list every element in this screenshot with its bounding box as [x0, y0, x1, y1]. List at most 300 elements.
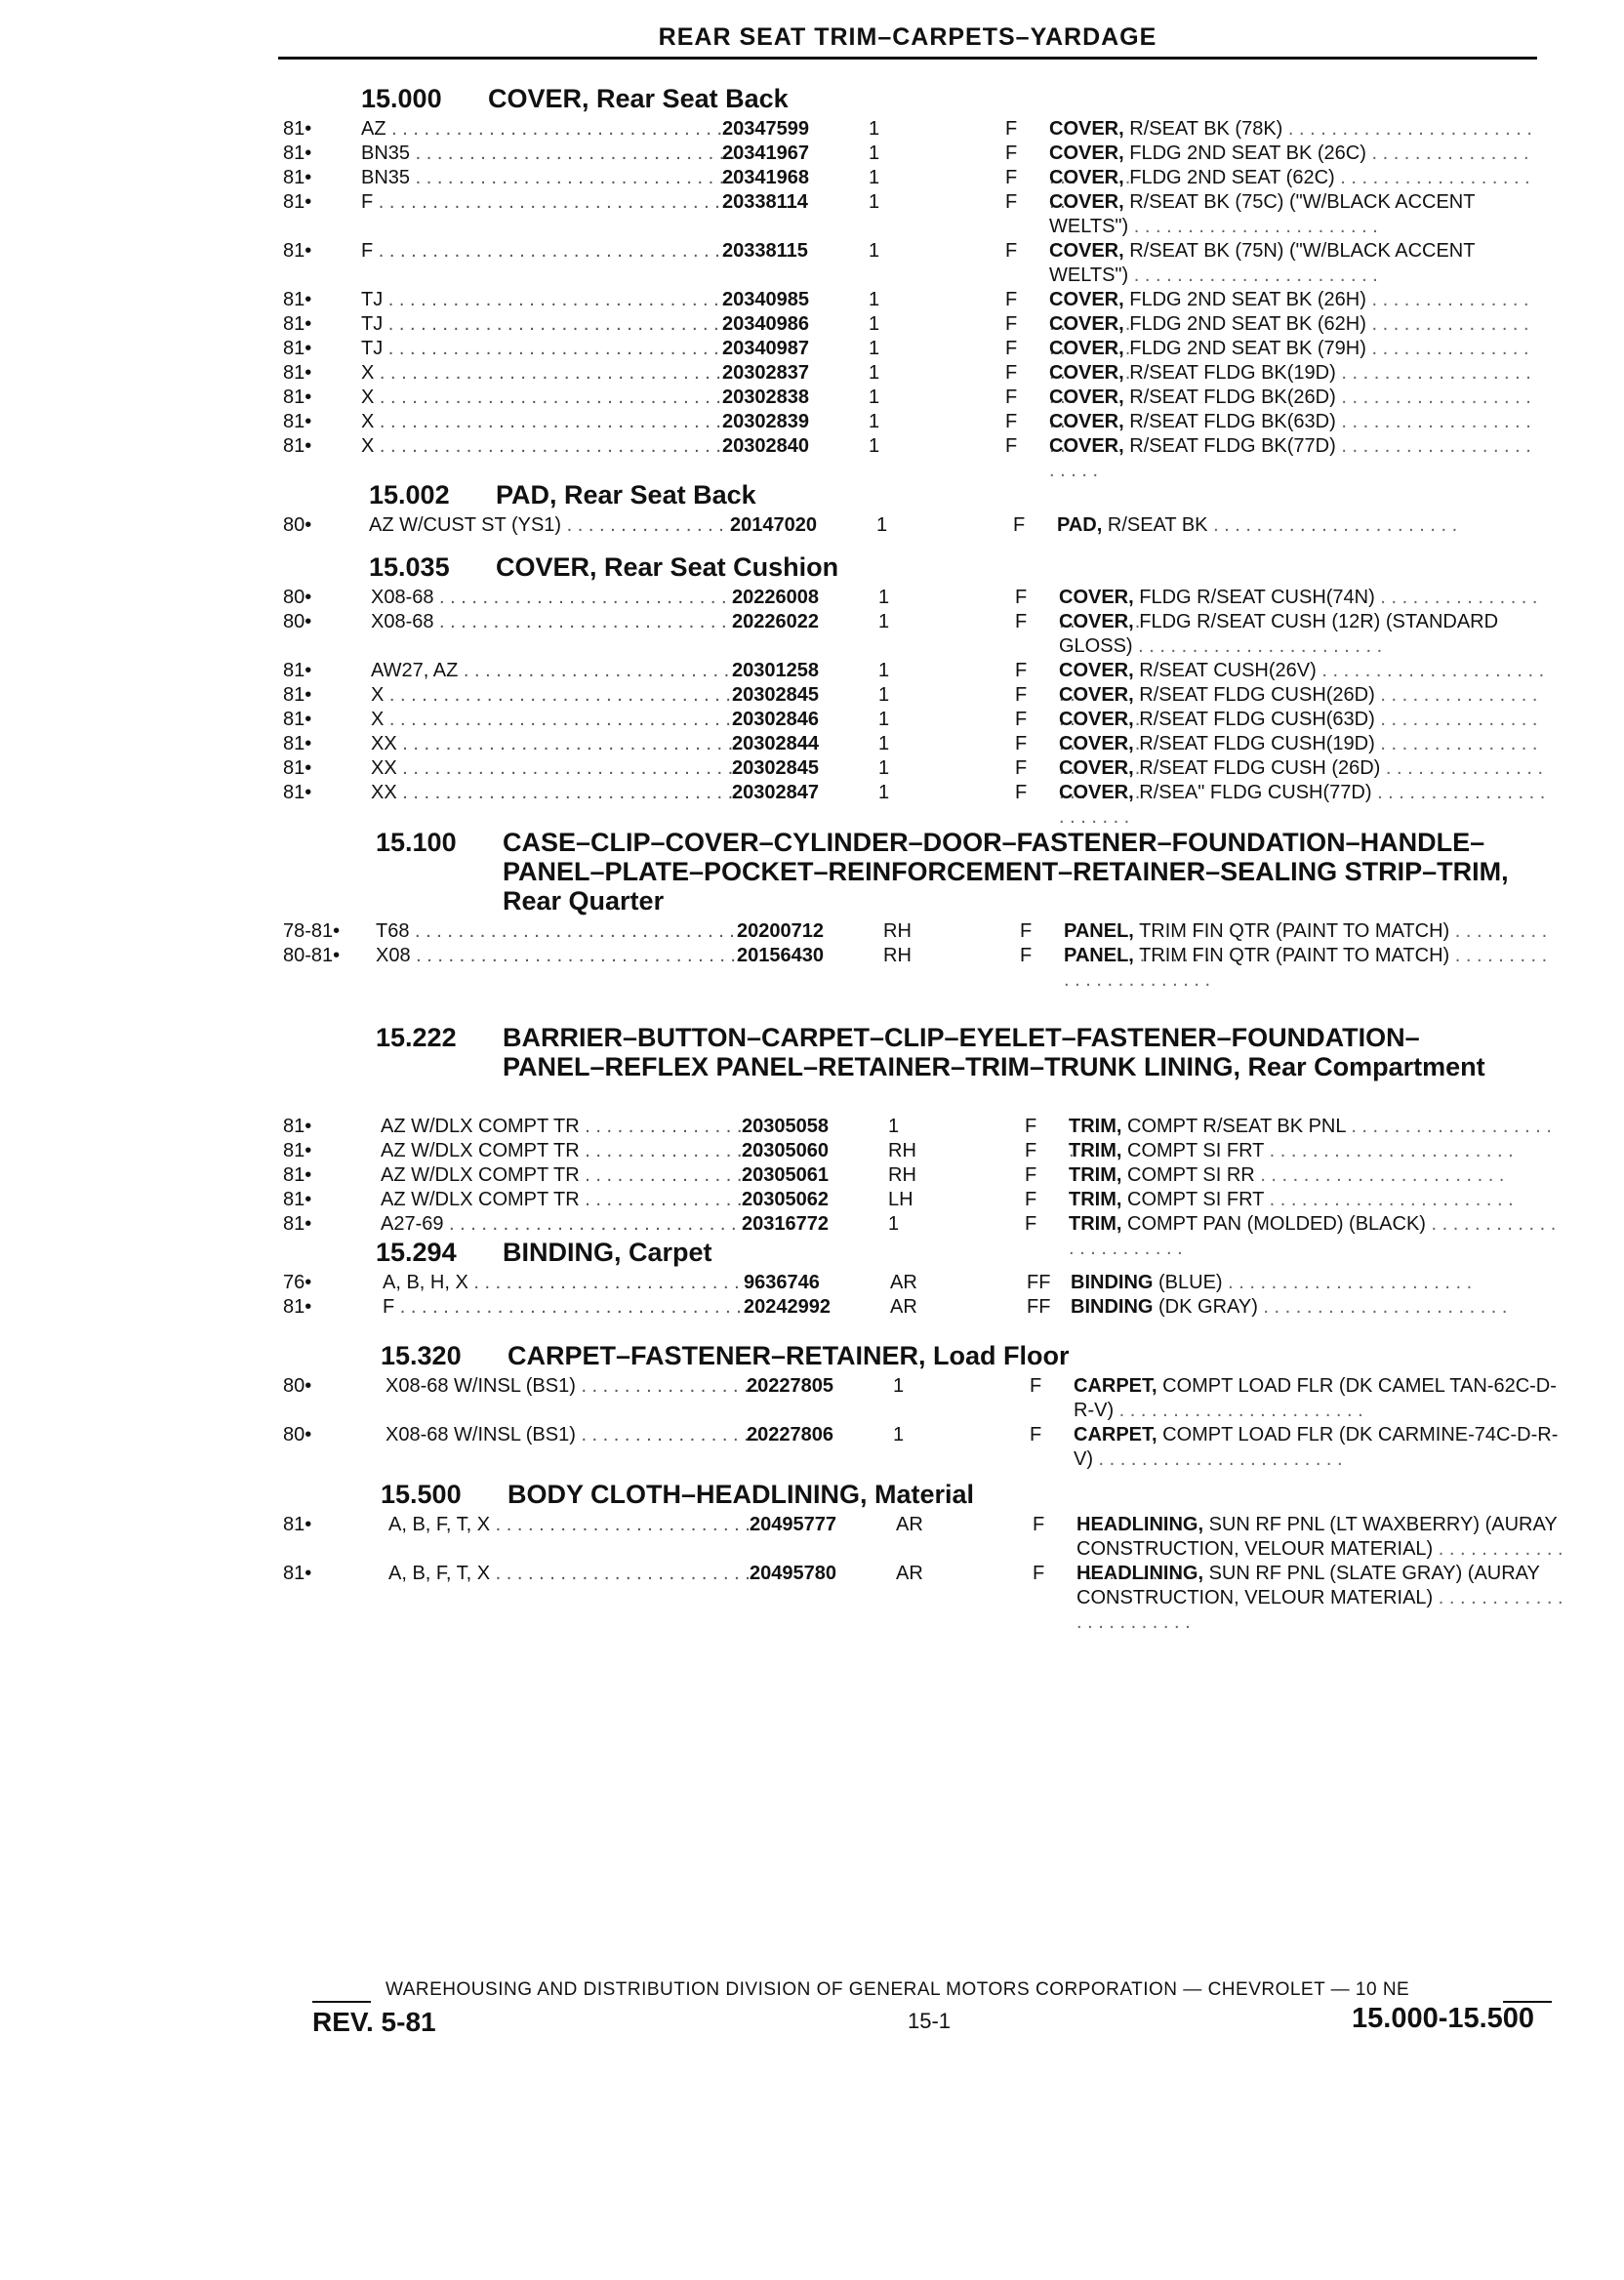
source-code: F [1015, 782, 1028, 803]
part-row [0, 683, 1624, 708]
quantity: RH [888, 1140, 916, 1161]
quantity: AR [896, 1514, 923, 1535]
part-number: 20226022 [732, 611, 819, 632]
part-description [1071, 1271, 1559, 1295]
part-row [0, 434, 1624, 459]
part-row [0, 610, 1624, 659]
model-year: 81• [283, 757, 312, 779]
part-number: 20341967 [722, 142, 809, 164]
part-detail: FLDG 2ND SEAT BK (26H) . . . [1049, 289, 1529, 335]
part-name: TRIM, [1069, 1116, 1122, 1137]
quantity: 1 [869, 411, 880, 432]
model-code: XX . . . [371, 732, 751, 756]
model-year: 81• [283, 313, 312, 335]
part-description [1049, 239, 1537, 288]
footer-range: 15.000-15.500 [1352, 2003, 1535, 2034]
source-code: F [1025, 1213, 1037, 1235]
part-detail: R/SEAT BK (78K) . . . [1129, 118, 1532, 140]
part-detail: R/SEAT FLDG CUSH(63D) . . . [1059, 709, 1537, 754]
source-code: F [1005, 167, 1018, 188]
quantity: 1 [893, 1424, 905, 1445]
part-description [1069, 1139, 1557, 1163]
source-code: F [1005, 387, 1018, 408]
part-number: 20200712 [737, 920, 824, 942]
part-row [0, 756, 1624, 781]
model-year: 81• [283, 167, 312, 188]
part-description [1076, 1562, 1564, 1635]
part-number: 20302844 [732, 733, 819, 754]
source-code: F [1005, 118, 1018, 140]
part-row [0, 1295, 1624, 1320]
quantity: 1 [878, 587, 890, 608]
quantity: 1 [869, 338, 880, 359]
model-year: 81• [283, 733, 312, 754]
part-name: TRIM, [1069, 1140, 1122, 1161]
part-number: 20302839 [722, 411, 809, 432]
model-code: T68 . . . [376, 919, 756, 944]
part-detail: FLDG R/SEAT CUSH (12R) (STANDARD GLOSS) . . . [1059, 611, 1498, 657]
part-row [0, 386, 1624, 410]
part-description [1074, 1374, 1562, 1423]
part-detail: R/SEAT FLDG BK(26D) . . . [1049, 387, 1531, 432]
part-detail: COMPT SI RR . . . [1127, 1164, 1504, 1186]
section-number: 15.320 [381, 1341, 462, 1370]
model-code: XX . . . [371, 781, 751, 805]
model-year: 81• [283, 1189, 312, 1210]
part-detail: FLDG 2ND SEAT BK (62H) . . . [1049, 313, 1529, 359]
source-code: F [1025, 1189, 1037, 1210]
section-name: CASE–CLIP–COVER–CYLINDER–DOOR–FASTENER–FOUNDATION–HANDLE–PANEL–PLATE–POCKET–REINFORCEMENT–RETAINER–SEALING STRIP–TRIM, Rear Quarter [503, 828, 1509, 916]
model-code: X08-68 . . . [371, 610, 751, 634]
model-code: AZ W/DLX COMPT TR . . . [381, 1163, 761, 1188]
source-code: F [1013, 514, 1026, 536]
part-number: 20316772 [742, 1213, 829, 1235]
part-row [0, 708, 1624, 732]
part-detail: R/SEA" FLDG CUSH(77D) . . . [1059, 782, 1545, 828]
model-code: F . . . [361, 190, 742, 215]
quantity: 1 [878, 684, 890, 706]
quantity: 1 [878, 782, 890, 803]
model-year: 80-81• [283, 945, 341, 966]
model-code: A, B, F, T, X . . . [388, 1513, 769, 1537]
section-number: 15.100 [376, 828, 457, 857]
part-number: 20340986 [722, 313, 809, 335]
part-detail: TRIM FIN QTR (PAINT TO MATCH) . . . [1064, 920, 1547, 966]
quantity: 1 [878, 733, 890, 754]
model-year: 80• [283, 1424, 312, 1445]
section-title [376, 1023, 1624, 1111]
part-name: PAD, [1057, 514, 1103, 536]
section-title [376, 828, 1624, 916]
part-description [1071, 1295, 1559, 1320]
part-name: COVER, [1049, 411, 1124, 432]
model-code: F . . . [383, 1295, 763, 1320]
part-detail: SUN RF PNL (SLATE GRAY) (AURAY CONSTRUCTION, VELOUR MATERIAL) . . . [1076, 1563, 1563, 1633]
source-code: F [1033, 1514, 1045, 1535]
quantity: RH [883, 945, 912, 966]
part-name: COVER, [1059, 709, 1134, 730]
footer-division: WAREHOUSING AND DISTRIBUTION DIVISION OF GENERAL MOTORS CORPORATION — CHEVROLET — 10 NE [386, 1979, 1410, 2000]
part-name: COVER, [1049, 338, 1124, 359]
part-row [0, 117, 1624, 142]
model-code: TJ . . . [361, 288, 742, 312]
footer-revision: REV. 5-81 [312, 2007, 436, 2037]
part-number: 20226008 [732, 587, 819, 608]
part-name: COVER, [1059, 782, 1134, 803]
section-15-294 [0, 1238, 1624, 1320]
part-row [0, 1374, 1624, 1423]
model-year: 81• [283, 118, 312, 140]
section-number: 15.002 [369, 480, 450, 509]
part-name: BINDING [1071, 1272, 1154, 1293]
footer-rule-left [312, 2001, 371, 2003]
model-year: 81• [283, 782, 312, 803]
model-year: 81• [283, 387, 312, 408]
part-row [0, 239, 1624, 288]
part-name: COVER, [1059, 757, 1134, 779]
part-row [0, 919, 1624, 944]
model-code: AZ W/DLX COMPT TR . . . [381, 1115, 761, 1139]
source-code: F [1015, 709, 1028, 730]
part-row [0, 1163, 1624, 1188]
section-title [369, 552, 1624, 582]
part-name: COVER, [1049, 387, 1124, 408]
model-year: 81• [283, 1140, 312, 1161]
part-name: TRIM, [1069, 1164, 1122, 1186]
quantity: 1 [869, 289, 880, 310]
part-detail: FLDG R/SEAT CUSH(74N) . . . [1059, 587, 1537, 632]
part-detail: R/SEAT CUSH(26V) . . . [1059, 660, 1544, 706]
model-code: X . . . [371, 683, 751, 708]
part-name: COVER, [1049, 167, 1124, 188]
source-code: F [1005, 142, 1018, 164]
model-year: 81• [283, 411, 312, 432]
model-code: X08-68 W/INSL (BS1) . . . [386, 1374, 766, 1399]
quantity: 1 [869, 142, 880, 164]
part-name: COVER, [1049, 435, 1124, 457]
section-15-222 [0, 1023, 1624, 1237]
part-description [1059, 781, 1547, 830]
part-detail: (BLUE) . . . [1158, 1272, 1472, 1293]
part-row [0, 361, 1624, 386]
part-name: COVER, [1059, 611, 1134, 632]
quantity: 1 [869, 118, 880, 140]
part-name: PANEL, [1064, 920, 1134, 942]
model-year: 81• [283, 1296, 312, 1318]
part-description [1049, 434, 1537, 483]
part-row [0, 166, 1624, 190]
model-year: 81• [283, 435, 312, 457]
part-detail: COMPT SI FRT . . . [1127, 1140, 1514, 1161]
quantity: 1 [869, 167, 880, 188]
part-detail: COMPT R/SEAT BK PNL . . . [1069, 1116, 1552, 1161]
quantity: LH [888, 1189, 914, 1210]
model-code: X . . . [361, 434, 742, 459]
quantity: 1 [876, 514, 888, 536]
model-code: AZ . . . [361, 117, 742, 142]
section-name: PAD, Rear Seat Back [496, 480, 756, 509]
part-number: 20340985 [722, 289, 809, 310]
part-number: 20302840 [722, 435, 809, 457]
part-number: 20305058 [742, 1116, 829, 1137]
model-year: 81• [283, 1563, 312, 1584]
part-name: COVER, [1059, 587, 1134, 608]
source-code: FF [1027, 1296, 1051, 1318]
part-row [0, 1188, 1624, 1212]
model-code: BN35 . . . [361, 142, 742, 166]
source-code: F [1005, 435, 1018, 457]
source-code: F [1015, 611, 1028, 632]
source-code: F [1020, 945, 1033, 966]
quantity: 1 [878, 611, 890, 632]
section-15-000 [0, 84, 1624, 459]
model-code: X08-68 W/INSL (BS1) . . . [386, 1423, 766, 1447]
footer-page-number: 15-1 [908, 2009, 952, 2033]
section-name: BINDING, Carpet [503, 1238, 712, 1267]
model-code: A27-69 . . . [381, 1212, 761, 1237]
part-name: HEADLINING, [1076, 1514, 1203, 1535]
part-row [0, 312, 1624, 337]
source-code: F [1005, 313, 1018, 335]
part-detail: R/SEAT BK (75N) ("W/BLACK ACCENT WELTS") . . . [1049, 240, 1475, 286]
quantity: 1 [888, 1213, 900, 1235]
part-row [0, 732, 1624, 756]
model-code: X . . . [371, 708, 751, 732]
section-name: CARPET–FASTENER–RETAINER, Load Floor [508, 1341, 1070, 1370]
quantity: AR [890, 1296, 917, 1318]
section-name: COVER, Rear Seat Cushion [496, 552, 839, 582]
model-code: AZ W/DLX COMPT TR . . . [381, 1188, 761, 1212]
part-name: COVER, [1049, 240, 1124, 262]
part-name: COVER, [1059, 684, 1134, 706]
section-name: BARRIER–BUTTON–CARPET–CLIP–EYELET–FASTENER–FOUNDATION–PANEL–REFLEX PANEL–RETAINER–TRIM–TRUNK LINING, Rear Compartment [503, 1023, 1485, 1081]
part-detail: COMPT SI FRT . . . [1127, 1189, 1514, 1210]
source-code: F [1030, 1424, 1042, 1445]
quantity: 1 [878, 709, 890, 730]
model-year: 80• [283, 611, 312, 632]
model-code: X . . . [361, 386, 742, 410]
part-detail: R/SEAT BK (75C) ("W/BLACK ACCENT WELTS") . . . [1049, 191, 1475, 237]
source-code: F [1005, 338, 1018, 359]
section-title [361, 84, 1624, 113]
part-detail: R/SEAT FLDG BK(19D) . . . [1049, 362, 1531, 408]
section-title [376, 1238, 1624, 1267]
source-code: F [1015, 587, 1028, 608]
quantity: 1 [869, 191, 880, 213]
section-number: 15.035 [369, 552, 450, 582]
part-number: 20338114 [722, 191, 808, 213]
part-number: 20338115 [722, 240, 808, 262]
source-code: F [1015, 660, 1028, 681]
part-name: COVER, [1059, 660, 1134, 681]
source-code: F [1005, 240, 1018, 262]
source-code: F [1030, 1375, 1042, 1397]
source-code: F [1015, 733, 1028, 754]
part-number: 20305061 [742, 1164, 829, 1186]
source-code: F [1025, 1164, 1037, 1186]
model-year: 80• [283, 587, 312, 608]
part-description [1049, 190, 1537, 239]
part-description [1069, 1188, 1557, 1212]
part-detail: R/SEAT FLDG BK(77D) . . . [1049, 435, 1531, 481]
model-year: 80• [283, 514, 312, 536]
part-detail: R/SEAT FLDG CUSH (26D) . . . [1059, 757, 1543, 803]
section-15-035 [0, 552, 1624, 805]
model-code: X . . . [361, 361, 742, 386]
part-row [0, 410, 1624, 434]
source-code: F [1015, 684, 1028, 706]
part-detail: COMPT LOAD FLR (DK CAMEL TAN-62C-D-R-V) . . . [1074, 1375, 1557, 1421]
part-number: 20305060 [742, 1140, 829, 1161]
section-title [369, 480, 1624, 509]
part-row [0, 513, 1624, 538]
model-code: TJ . . . [361, 337, 742, 361]
part-number: 20302847 [732, 782, 819, 803]
part-number: 20495777 [750, 1514, 836, 1535]
part-row [0, 1562, 1624, 1610]
model-code: AZ W/DLX COMPT TR . . . [381, 1139, 761, 1163]
part-detail: SUN RF PNL (LT WAXBERRY) (AURAY CONSTRUCTION, VELOUR MATERIAL) . . . [1076, 1514, 1563, 1584]
model-year: 81• [283, 191, 312, 213]
part-number: 20302837 [722, 362, 809, 384]
part-name: COVER, [1049, 118, 1124, 140]
model-year: 81• [283, 289, 312, 310]
part-number: 20242992 [744, 1296, 831, 1318]
part-detail: COMPT PAN (MOLDED) (BLACK) . . . [1069, 1213, 1556, 1259]
section-number: 15.000 [361, 84, 442, 113]
quantity: AR [890, 1272, 917, 1293]
part-detail: R/SEAT FLDG CUSH(19D) . . . [1059, 733, 1537, 779]
part-row [0, 1212, 1624, 1237]
part-number: 20347599 [722, 118, 809, 140]
part-detail: TRIM FIN QTR (PAINT TO MATCH) . . . [1064, 945, 1547, 991]
part-number: 9636746 [744, 1272, 820, 1293]
part-row [0, 190, 1624, 239]
model-code: TJ . . . [361, 312, 742, 337]
part-name: COVER, [1049, 142, 1124, 164]
model-code: X . . . [361, 410, 742, 434]
quantity: 1 [869, 240, 880, 262]
quantity: 1 [869, 313, 880, 335]
part-number: 20227806 [747, 1424, 833, 1445]
source-code: F [1033, 1563, 1045, 1584]
page-header: REAR SEAT TRIM–CARPETS–YARDAGE [658, 23, 1157, 51]
source-code: F [1005, 191, 1018, 213]
part-name: COVER, [1049, 362, 1124, 384]
quantity: RH [883, 920, 912, 942]
part-name: BINDING [1071, 1296, 1154, 1318]
model-code: X08-68 . . . [371, 586, 751, 610]
part-row [0, 1115, 1624, 1139]
part-detail: FLDG 2ND SEAT BK (26C) . . . [1049, 142, 1529, 188]
quantity: 1 [869, 435, 880, 457]
source-code: F [1025, 1140, 1037, 1161]
part-detail: R/SEAT FLDG BK(63D) . . . [1049, 411, 1531, 457]
part-detail: FLDG 2ND SEAT BK (79H) . . . [1049, 338, 1529, 384]
part-detail: R/SEAT FLDG CUSH(26D) . . . [1059, 684, 1537, 730]
part-row [0, 1513, 1624, 1562]
part-description [1059, 610, 1547, 659]
part-number: 20340987 [722, 338, 809, 359]
quantity: 1 [878, 757, 890, 779]
part-number: 20302846 [732, 709, 819, 730]
part-name: TRIM, [1069, 1213, 1122, 1235]
section-15-002 [0, 480, 1624, 538]
section-number: 15.222 [376, 1023, 457, 1052]
source-code: F [1025, 1116, 1037, 1137]
part-number: 20341968 [722, 167, 809, 188]
model-year: 81• [283, 684, 312, 706]
part-number: 20302845 [732, 684, 819, 706]
quantity: AR [896, 1563, 923, 1584]
part-row [0, 288, 1624, 312]
part-number: 20156430 [737, 945, 824, 966]
model-year: 81• [283, 660, 312, 681]
source-code: F [1005, 411, 1018, 432]
part-description [1049, 117, 1537, 142]
model-code: AZ W/CUST ST (YS1) . . . [369, 513, 750, 538]
quantity: 1 [893, 1375, 905, 1397]
part-row [0, 337, 1624, 361]
part-detail: COMPT LOAD FLR (DK CARMINE-74C-D-R-V) . . . [1074, 1424, 1558, 1470]
model-code: AW27, AZ . . . [371, 659, 751, 683]
part-row [0, 142, 1624, 166]
part-name: COVER, [1049, 191, 1124, 213]
part-row [0, 1423, 1624, 1472]
section-title [381, 1341, 1624, 1370]
source-code: F [1005, 289, 1018, 310]
part-number: 20227805 [747, 1375, 833, 1397]
part-row [0, 944, 1624, 968]
part-row [0, 659, 1624, 683]
quantity: 1 [869, 387, 880, 408]
model-year: 81• [283, 1116, 312, 1137]
model-year: 81• [283, 338, 312, 359]
model-year: 81• [283, 1164, 312, 1186]
part-detail: R/SEAT BK . . . [1108, 514, 1457, 536]
section-15-100 [0, 828, 1624, 968]
model-year: 81• [283, 142, 312, 164]
section-15-500 [0, 1480, 1624, 1610]
section-number: 15.294 [376, 1238, 457, 1267]
source-code: FF [1027, 1272, 1051, 1293]
header-rule [278, 57, 1537, 60]
part-name: TRIM, [1069, 1189, 1122, 1210]
part-number: 20301258 [732, 660, 819, 681]
part-description [1074, 1423, 1562, 1472]
model-year: 81• [283, 1213, 312, 1235]
model-year: 81• [283, 709, 312, 730]
model-code: XX . . . [371, 756, 751, 781]
part-row [0, 586, 1624, 610]
model-year: 81• [283, 240, 312, 262]
model-code: A, B, F, T, X . . . [388, 1562, 769, 1586]
part-description [1069, 1163, 1557, 1188]
model-code: F . . . [361, 239, 742, 264]
source-code: F [1015, 757, 1028, 779]
part-number: 20147020 [730, 514, 817, 536]
model-code: BN35 . . . [361, 166, 742, 190]
part-detail: (DK GRAY) . . . [1158, 1296, 1507, 1318]
part-number: 20305062 [742, 1189, 829, 1210]
part-description [1064, 944, 1552, 993]
model-code: X08 . . . [376, 944, 756, 968]
part-number: 20302838 [722, 387, 809, 408]
part-name: PANEL, [1064, 945, 1134, 966]
quantity: 1 [878, 660, 890, 681]
part-name: CARPET, [1074, 1424, 1157, 1445]
section-name: BODY CLOTH–HEADLINING, Material [508, 1480, 975, 1509]
